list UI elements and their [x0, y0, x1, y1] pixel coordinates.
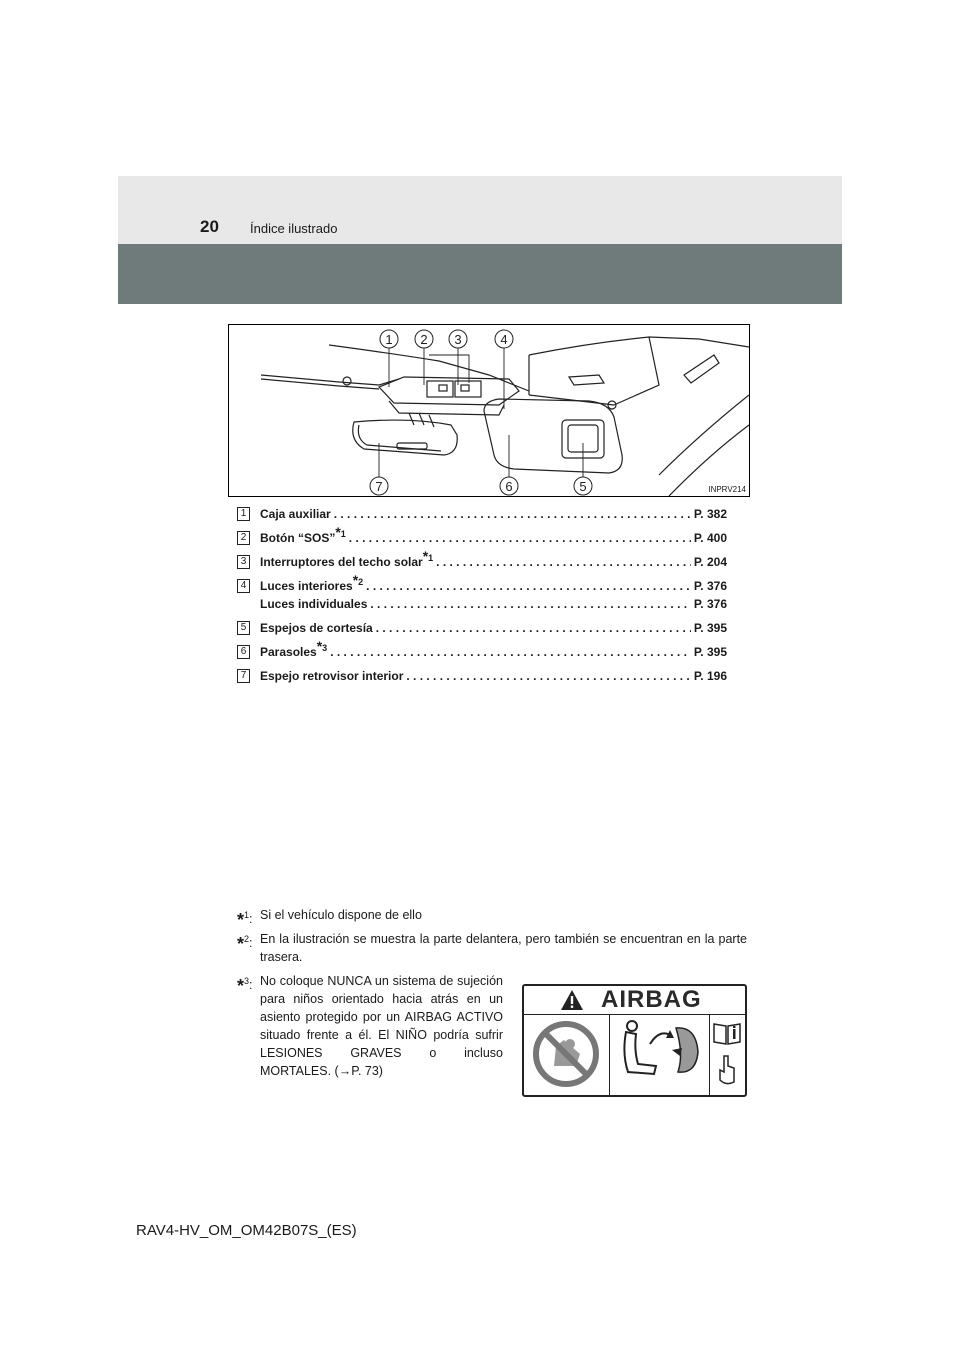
- item-number-badge: 6: [237, 645, 250, 659]
- page-reference-link[interactable]: P. 400: [693, 531, 727, 545]
- warning-label-header: [524, 986, 745, 1015]
- footnote-number: 1: [244, 910, 250, 920]
- page-reference-link[interactable]: P. 395: [693, 645, 727, 659]
- item-label: Luces interiores: [260, 579, 353, 593]
- callout-label-6: 6: [505, 479, 513, 494]
- callout-label-5: 5: [579, 479, 587, 494]
- list-item: [237, 669, 727, 693]
- footnote-marker: 1: [340, 529, 346, 539]
- footnote-marker: 1: [428, 553, 434, 563]
- list-item: [237, 507, 727, 531]
- page-reference-link[interactable]: P. 382: [693, 507, 727, 521]
- document-code: RAV4-HV_OM_OM42B07S_(ES): [136, 1222, 357, 1239]
- item-list: [237, 507, 727, 693]
- page-reference-link[interactable]: P. 376: [693, 597, 727, 611]
- leader-dots: [406, 669, 690, 683]
- list-item: 4 Luces interiores$^{*2}$ . . . P. 376 Luces individuales . . . P. 376: [237, 579, 727, 621]
- callout-label-1: 1: [385, 332, 393, 347]
- footnote-text: En la ilustración se muestra la parte delantera, pero también se encuentran en la parte trasera.: [260, 932, 747, 964]
- page-reference-link[interactable]: P. 196: [693, 669, 727, 683]
- section-title: Índice ilustrado: [250, 221, 338, 236]
- page-number: 20: [200, 217, 219, 236]
- footnote-number: 3: [244, 976, 250, 986]
- item-number-badge: 7: [237, 669, 250, 683]
- airbag-word: AIRBAG: [601, 986, 702, 1013]
- leader-dots: [376, 621, 691, 635]
- manual-info-cell: [710, 1014, 745, 1095]
- list-item: 3 Interruptores del techo solar$^{*1}$ . . . P. 204: [237, 555, 727, 579]
- item-number-badge: 2: [237, 531, 250, 545]
- item-label: Caja auxiliar: [260, 507, 331, 521]
- header-band: [118, 176, 842, 244]
- item-label: Espejos de cortesía: [260, 621, 373, 635]
- callout-label-7: 7: [375, 479, 383, 494]
- item-label: Parasoles: [260, 645, 317, 659]
- callout-label-4: 4: [500, 332, 508, 347]
- footnote: *$^3$: No coloque NUNCA un sistema de sujeción para niños orientado hacia atrás en un asiento protegido por un AIRBAG ACTIVO situado frente a él. El NIÑO podría sufrir LESIONES GRAVES o incluso MORTALES. (→P. 73): [237, 974, 503, 1078]
- airbag-seat-cell: [610, 1014, 710, 1095]
- header-dark-band: [118, 244, 842, 304]
- leader-dots: [366, 579, 691, 593]
- item-label: Interruptores del techo solar: [260, 555, 423, 569]
- page-reference-link[interactable]: P. 376: [693, 579, 727, 593]
- no-child-seat-icon: [524, 1014, 608, 1094]
- callout-label-2: 2: [420, 332, 428, 347]
- page-reference-link[interactable]: P. 204: [693, 555, 727, 569]
- item-label: Espejo retrovisor interior: [260, 669, 404, 683]
- list-item: 2 Botón “SOS”$^{*1}$ . . . P. 400: [237, 531, 727, 555]
- footnote-text: No coloque NUNCA un sistema de sujeción para niños orientado hacia atrás en un asiento protegido por un AIRBAG ACTIVO situado frente a él. El NIÑO podría sufrir LESIONES GRAVES o incluso MORTALES. (→P. 73): [260, 974, 503, 1078]
- item-number-badge: 3: [237, 555, 250, 569]
- footnote: *$^2$: En la ilustración se muestra la parte delantera, pero también se encuentran en la parte trasera.: [237, 932, 747, 964]
- list-item: [237, 621, 727, 645]
- airbag-seat-icon: [610, 1014, 708, 1094]
- illustration-code: INPRV214: [708, 485, 746, 494]
- manual-info-icon: [710, 1014, 745, 1094]
- item-label: Botón “SOS”: [260, 531, 336, 545]
- leader-dots: [436, 555, 691, 569]
- footnote: *$^1$: Si el vehículo dispone de ello: [237, 906, 747, 924]
- overhead-illustration: [228, 324, 750, 497]
- footnote-text: Si el vehículo dispone de ello: [260, 908, 422, 922]
- item-number-badge: 4: [237, 579, 250, 593]
- roof-console-drawing: [229, 325, 749, 496]
- leader-dots: [370, 597, 690, 611]
- list-item: 6 Parasoles$^{*3}$ . . . P. 395: [237, 645, 727, 669]
- warning-triangle-icon: [560, 989, 584, 1011]
- footnote-number: 2: [244, 934, 250, 944]
- item-number-badge: 1: [237, 507, 250, 521]
- page-reference-link[interactable]: P. 395: [693, 621, 727, 635]
- no-child-seat-cell: [524, 1014, 610, 1095]
- footnote-marker: 2: [358, 577, 364, 587]
- leader-dots: [334, 507, 691, 521]
- callout-label-3: 3: [454, 332, 462, 347]
- airbag-warning-label: [522, 984, 747, 1097]
- leader-dots: [330, 645, 691, 659]
- item-number-badge: 5: [237, 621, 250, 635]
- footnote-marker: 3: [322, 643, 328, 653]
- leader-dots: [349, 531, 691, 545]
- item-label: Luces individuales: [260, 597, 368, 611]
